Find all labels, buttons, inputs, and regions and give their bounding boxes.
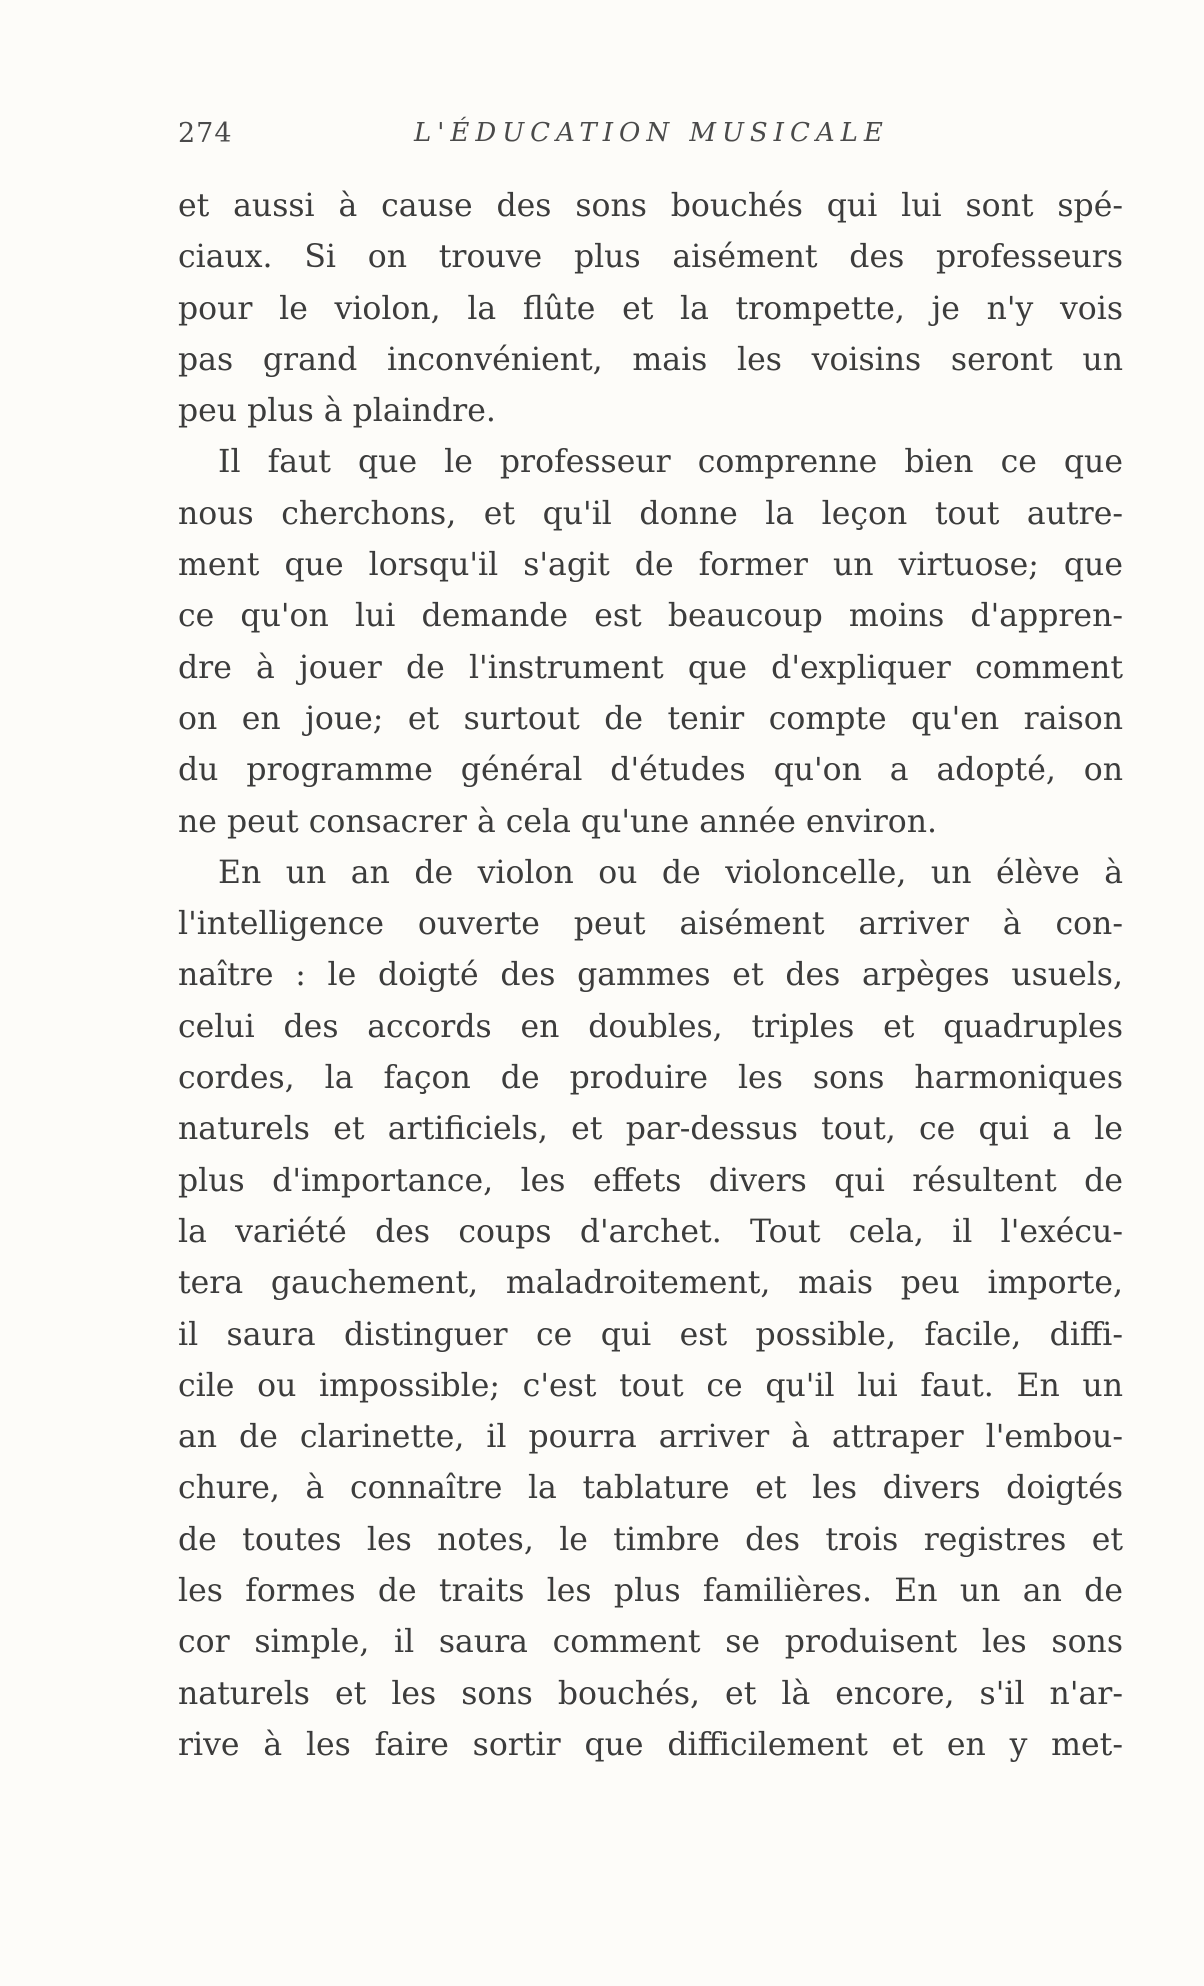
text-line: naturels et artificiels, et par-dessus tout, ce qui a le <box>178 1111 1123 1148</box>
text-line: an de clarinette, il pourra arriver à attraper l'embou- <box>178 1419 1123 1456</box>
text-line: peu plus à plaindre. <box>178 393 496 430</box>
text-line: on en joue; et surtout de tenir compte qu'en raison <box>178 700 1123 737</box>
text-line: il saura distinguer ce qui est possible, facile, diffi- <box>178 1316 1123 1353</box>
text-line: pour le violon, la flûte et la trompette, je n'y vois <box>178 290 1123 327</box>
text-line: tera gauchement, maladroitement, mais peu importe, <box>178 1265 1123 1302</box>
text-line: ce qu'on lui demande est beaucoup moins d'appren- <box>178 598 1123 635</box>
paragraph-3 <box>178 848 1123 1771</box>
text-line: rive à les faire sortir que difficilement et en y met- <box>178 1726 1123 1763</box>
text-line: plus d'importance, les effets divers qui résultent de <box>178 1162 1123 1199</box>
paragraph-1 <box>178 181 1123 437</box>
text-line: naître : le doigté des gammes et des arpèges usuels, <box>178 957 1123 994</box>
running-title: L'ÉDUCATION MUSICALE <box>414 118 889 148</box>
text-line: chure, à connaître la tablature et les divers doigtés <box>178 1470 1123 1507</box>
paragraph-2 <box>178 437 1123 847</box>
text-line: les formes de traits les plus familières. En un an de <box>178 1573 1123 1610</box>
text-line: Il faut que le professeur comprenne bien ce que <box>218 444 1123 481</box>
text-line: l'intelligence ouverte peut aisément arriver à con- <box>178 906 1123 943</box>
text-line: pas grand inconvénient, mais les voisins seront un <box>178 341 1123 378</box>
text-line: celui des accords en doubles, triples et quadruples <box>178 1008 1123 1045</box>
text-line: cile ou impossible; c'est tout ce qu'il lui faut. En un <box>178 1367 1123 1404</box>
body-text <box>178 181 1123 1771</box>
text-line: dre à jouer de l'instrument que d'expliquer comment <box>178 649 1123 686</box>
text-line: de toutes les notes, le timbre des trois registres et <box>178 1521 1123 1558</box>
text-line: nous cherchons, et qu'il donne la leçon tout autre- <box>178 495 1123 532</box>
text-line: cor simple, il saura comment se produisent les sons <box>178 1624 1123 1661</box>
text-line: ciaux. Si on trouve plus aisément des professeurs <box>178 239 1123 276</box>
text-line: naturels et les sons bouchés, et là encore, s'il n'ar- <box>178 1675 1123 1712</box>
page-number: 274 <box>178 118 233 149</box>
text-line: du programme général d'études qu'on a adopté, on <box>178 752 1123 789</box>
text-line: cordes, la façon de produire les sons harmoniques <box>178 1060 1123 1097</box>
running-head <box>178 118 1123 158</box>
text-line: la variété des coups d'archet. Tout cela, il l'exécu- <box>178 1213 1123 1250</box>
text-line: ne peut consacrer à cela qu'une année environ. <box>178 803 938 840</box>
text-line: ment que lorsqu'il s'agit de former un virtuose; que <box>178 547 1123 584</box>
text-line: En un an de violon ou de violoncelle, un élève à <box>218 854 1123 891</box>
text-line: et aussi à cause des sons bouchés qui lui sont spé- <box>178 188 1123 224</box>
